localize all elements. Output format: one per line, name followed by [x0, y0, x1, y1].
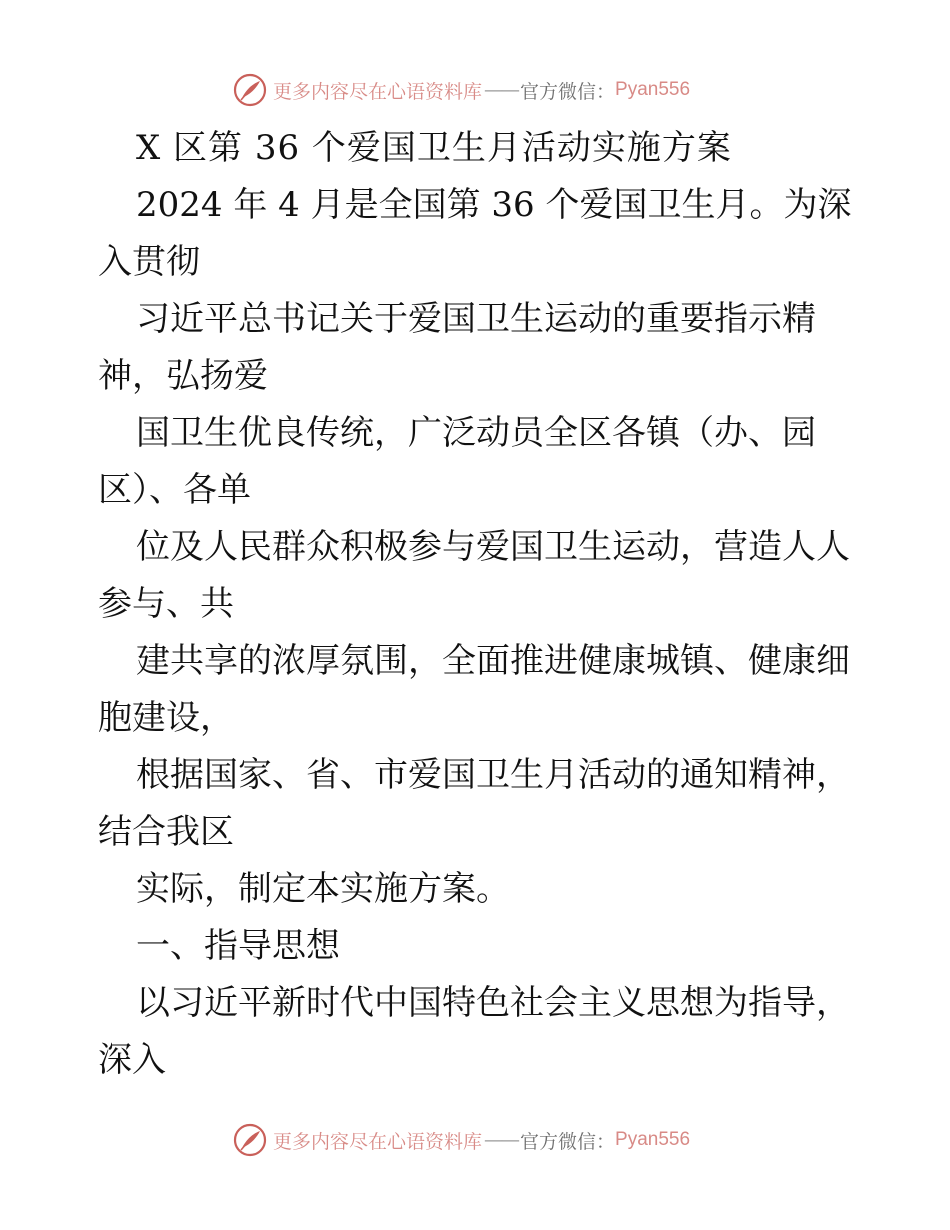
feather-pen-logo-icon	[233, 73, 267, 107]
document-title: X 区第 36 个爱国卫生月活动实施方案	[136, 128, 732, 168]
banner-dash: ——	[484, 1129, 519, 1151]
paragraph-line: 以习近平新时代中国特色社会主义思想为指导，	[136, 983, 850, 1023]
paragraph-line: 位及人民群众积极参与爱国卫生运动，营造人人	[136, 527, 850, 567]
section-heading: 一、指导思想	[136, 926, 340, 966]
paragraph-line: 胞建设，	[98, 698, 234, 738]
paragraph-line: 习近平总书记关于爱国卫生运动的重要指示精	[136, 299, 816, 339]
banner-slogan: 更多内容尽在心语资料库	[273, 1130, 483, 1153]
document-body	[98, 120, 868, 1089]
banner-wechat-handle: Pyan556	[615, 79, 691, 100]
paragraph-line: 根据国家、省、市爱国卫生月活动的通知精神，	[136, 755, 850, 795]
paragraph-line: 结合我区	[98, 812, 234, 852]
footer-watermark-banner	[233, 1120, 690, 1160]
paragraph-line: 神，弘扬爱	[98, 356, 268, 396]
paragraph-line: 参与、共	[98, 584, 234, 624]
banner-wechat-label: 官方微信：	[520, 80, 616, 103]
paragraph-line: 区）、各单	[98, 470, 251, 510]
paragraph-line: 建共享的浓厚氛围，全面推进健康城镇、健康细	[136, 641, 850, 681]
banner-wechat-label: 官方微信：	[520, 1130, 616, 1153]
paragraph-line: 入贯彻	[98, 242, 200, 282]
header-watermark-banner	[233, 70, 690, 110]
paragraph-line: 实际，制定本实施方案。	[136, 869, 510, 909]
feather-pen-logo-icon	[233, 1123, 267, 1157]
banner-wechat-handle: Pyan556	[615, 1129, 691, 1150]
banner-slogan: 更多内容尽在心语资料库	[273, 80, 483, 103]
paragraph-line: 国卫生优良传统，广泛动员全区各镇（办、园	[136, 413, 816, 453]
paragraph-line: 2024 年 4 月是全国第 36 个爱国卫生月。为深	[136, 185, 852, 225]
banner-dash: ——	[484, 79, 519, 101]
paragraph-line: 深入	[98, 1040, 166, 1080]
